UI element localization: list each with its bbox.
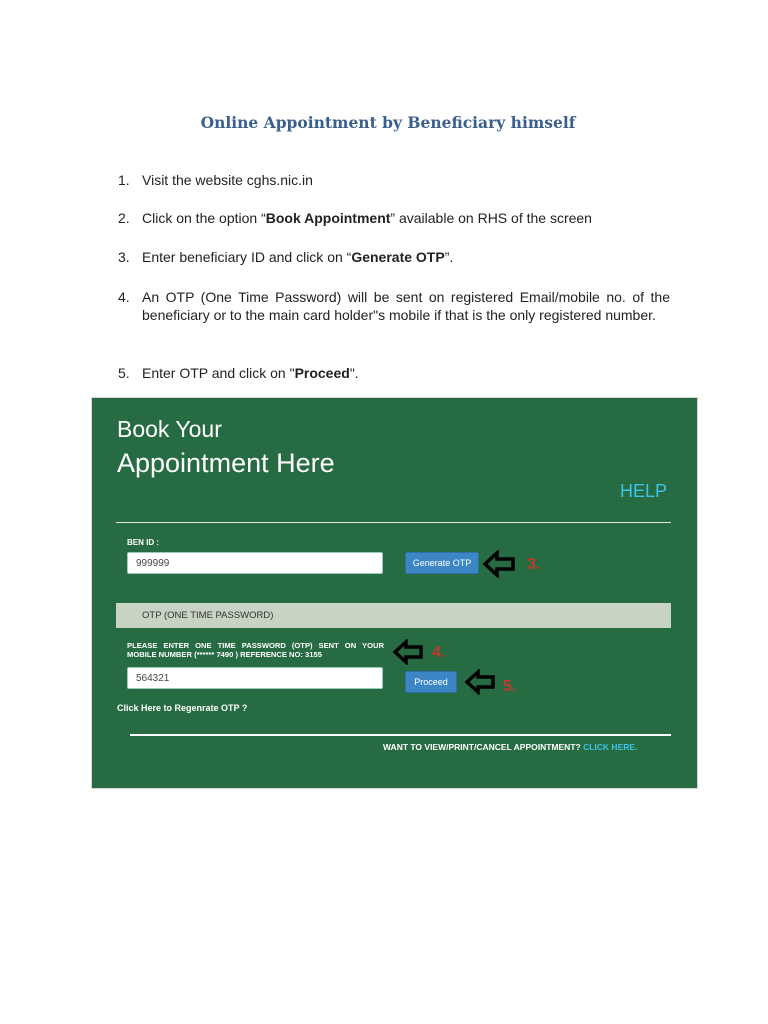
step-number: 3. (118, 249, 130, 265)
annotation-step-3: 3. (527, 556, 541, 573)
step-text (142, 288, 670, 324)
left-arrow-icon (483, 550, 515, 578)
ben-id-input[interactable]: 999999 (127, 552, 383, 574)
step-text-part: ". (349, 365, 359, 381)
proceed-button[interactable]: Proceed (405, 671, 457, 693)
step-text-part: Enter beneficiary ID and click on “ (142, 249, 352, 265)
step-text-part: ” available on RHS of the screen (390, 210, 592, 226)
step-item (118, 209, 670, 227)
footer-text (383, 742, 637, 752)
regenerate-otp-link[interactable]: Click Here to Regenrate OTP ? (117, 703, 248, 713)
otp-section-label: OTP (ONE TIME PASSWORD) (116, 603, 671, 628)
step-item (118, 248, 670, 266)
step-item (118, 288, 670, 324)
step-text-part: Click on the option “ (142, 210, 266, 226)
document-title: Online Appointment by Beneficiary himself (200, 113, 576, 132)
divider (116, 522, 671, 523)
step-text-part: ”. (444, 249, 454, 265)
ben-id-label: BEN ID : (127, 538, 159, 547)
step-text (142, 248, 670, 266)
generate-otp-button[interactable]: Generate OTP (405, 552, 479, 574)
step-number: 1. (118, 172, 130, 188)
step-text (142, 171, 670, 189)
panel-heading-line1: Book Your (117, 416, 222, 442)
step-number: 4. (118, 289, 130, 305)
step-item (118, 364, 670, 382)
otp-instruction-message: PLEASE ENTER ONE TIME PASSWORD (OTP) SENT ON YOUR MOBILE NUMBER (****** 7490 ) REFERENCE NO: 3155 (127, 641, 384, 659)
step-text-part: Enter OTP and click on " (142, 365, 295, 381)
annotation-step-4: 4. (432, 644, 446, 661)
view-appointment-link[interactable]: CLICK HERE. (583, 742, 638, 752)
step-number: 2. (118, 210, 130, 226)
step-bold-text: Generate OTP (351, 249, 445, 265)
footer-divider (130, 734, 671, 736)
step-number: 5. (118, 365, 130, 381)
otp-input[interactable]: 564321 (127, 667, 383, 689)
left-arrow-icon (393, 639, 423, 665)
annotation-step-5: 5. (503, 678, 517, 695)
step-text (142, 364, 670, 382)
footer-question: WANT TO VIEW/PRINT/CANCEL APPOINTMENT? (383, 742, 581, 752)
step-text (142, 209, 670, 227)
left-arrow-icon (465, 669, 495, 695)
step-bold-text: Proceed (294, 365, 350, 381)
appointment-screenshot (92, 398, 697, 788)
step-text-part: Visit the website cghs.nic.in (142, 172, 313, 188)
panel-heading-line2: Appointment Here (117, 448, 335, 478)
step-bold-text: Book Appointment (265, 210, 391, 226)
help-link[interactable]: HELP (620, 481, 668, 501)
step-item (118, 171, 670, 189)
step-text-part: An OTP (One Time Password) will be sent on registered Email/mobile no. of the beneficiary or to the main card holder"s mobile if that is the only registered number. (142, 289, 670, 323)
